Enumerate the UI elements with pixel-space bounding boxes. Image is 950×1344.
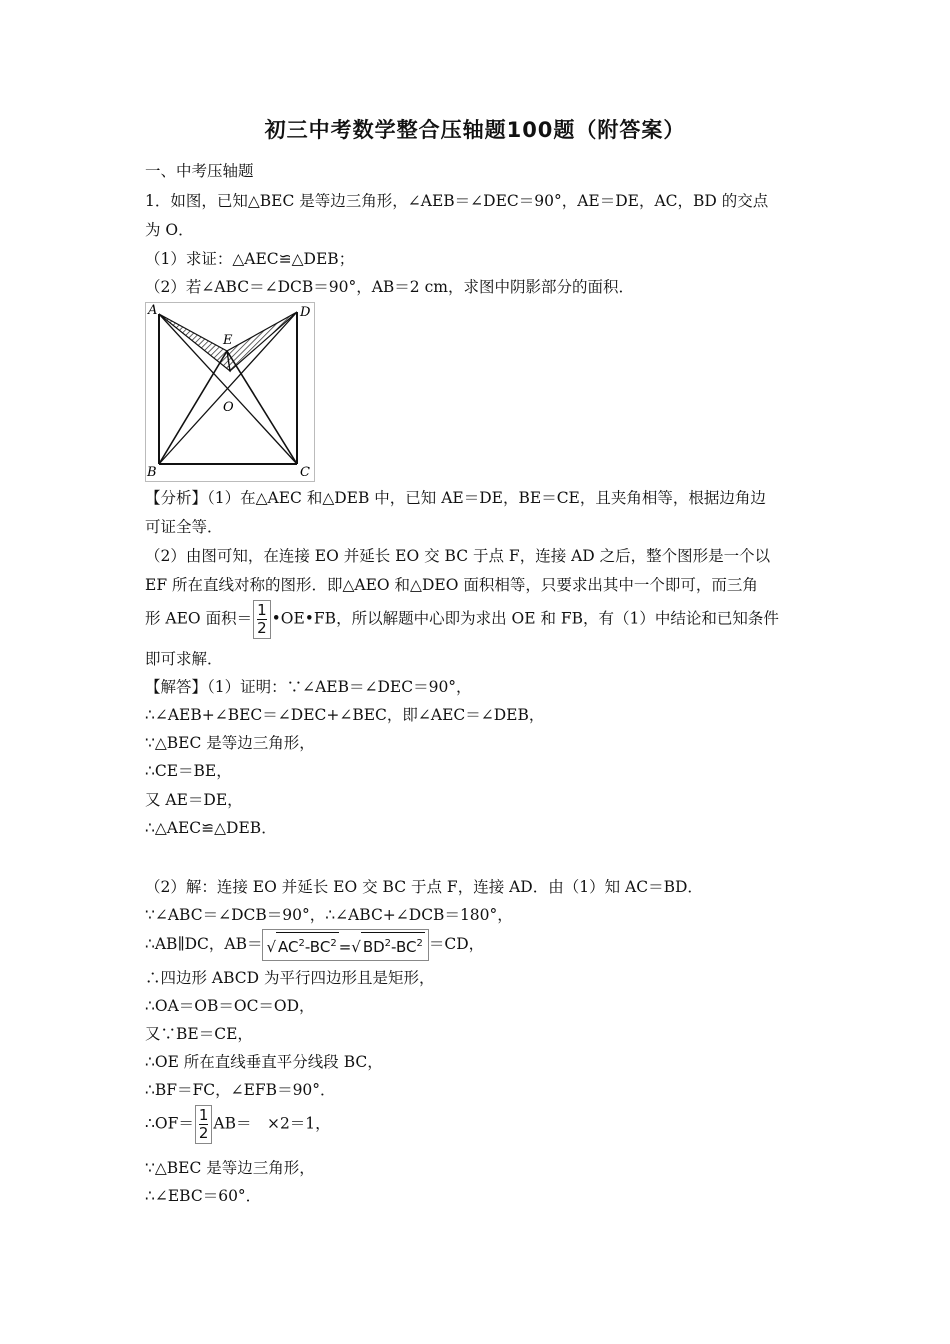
answer-b1: （2）解：连接 EO 并延长 EO 交 BC 于点 F，连接 AD．由（1）知 AC＝BD．: [145, 878, 703, 896]
answer-a6: ∴△AEC≌△DEB．: [145, 819, 277, 837]
answer-b3: [145, 929, 484, 961]
section-heading: 一、中考压轴题: [145, 162, 254, 180]
answer-b4: ∴四边形 ABCD 为平行四边形且是矩形，: [145, 969, 435, 987]
question-text-cont: 为 O．: [145, 221, 194, 239]
answer-a4: ∴CE＝BE，: [145, 762, 232, 780]
analysis-1b: 可证全等．: [145, 518, 223, 536]
radicand-2-a: BD: [362, 938, 385, 956]
answer-b9-post: AB＝ ×2＝1，: [213, 1114, 331, 1133]
answer-b3-pre: ∴AB∥DC，AB＝: [145, 935, 263, 953]
answer-b9-pre: ∴OF＝: [145, 1114, 194, 1133]
sqrt-expression: √ $AC^2-BC^2$ =√ $BD^2-BC^2$: [262, 929, 428, 961]
analysis-2c-pre: 形 AEO 面积＝: [145, 609, 253, 628]
answer-b11: ∴∠EBC＝60°．: [145, 1187, 262, 1205]
fraction-numerator-2: 1: [198, 1106, 209, 1124]
answer-b5: ∴OA＝OB＝OC＝OD，: [145, 997, 315, 1015]
analysis-1a: 【分析】（1）在△AEC 和△DEB 中，已知 AE＝DE，BE＝CE，且夹角相等，根据边角边: [145, 489, 766, 507]
answer-b3-post: ＝CD，: [428, 935, 485, 953]
segment-EB: [159, 351, 227, 464]
radicand-1-b: BC: [309, 938, 331, 956]
answer-b10: ∵△BEC 是等边三角形，: [145, 1159, 315, 1177]
geometry-figure: [145, 302, 315, 482]
label-C: C: [300, 465, 310, 480]
answer-a5: 又 AE＝DE，: [145, 791, 243, 809]
label-B: B: [147, 465, 157, 480]
radicand-2: $BD^2-BC^2$: [361, 932, 425, 958]
label-D: D: [300, 305, 311, 320]
analysis-2c: [145, 600, 779, 639]
segment-EC: [227, 351, 297, 464]
label-E: E: [223, 333, 233, 348]
answer-b9: [145, 1105, 331, 1144]
shaded-region-right: [227, 312, 297, 371]
radicand-2-b: BC: [395, 938, 417, 956]
fraction-denominator: 2: [257, 619, 267, 637]
radicand-1: $AC^2-BC^2$: [276, 932, 339, 958]
page-title: 初三中考数学整合压轴题100题（附答案）: [264, 118, 686, 142]
answer-b6: 又∵BE＝CE，: [145, 1025, 253, 1043]
question-part-2: （2）若∠ABC＝∠DCB＝90°，AB＝2 cm，求图中阴影部分的面积．: [145, 278, 634, 296]
label-A: A: [148, 303, 158, 318]
analysis-2b: EF 所在直线对称的图形．即△AEO 和△DEO 面积相等，只要求出其中一个即可，而三角: [145, 576, 758, 594]
fraction-half-2: [195, 1105, 213, 1144]
answer-b7: ∴OE 所在直线垂直平分线段 BC，: [145, 1053, 383, 1071]
fraction-half: [253, 600, 271, 639]
fraction-numerator: 1: [257, 601, 267, 619]
answer-b8: ∴BF＝FC，∠EFB＝90°．: [145, 1081, 336, 1099]
fraction-denominator-2: 2: [198, 1124, 209, 1142]
label-O: O: [223, 400, 234, 415]
answer-a2: ∴∠AEB+∠BEC＝∠DEC+∠BEC，即∠AEC＝∠DEB，: [145, 706, 545, 724]
analysis-2d: 即可求解．: [145, 650, 223, 668]
question-part-1: （1）求证：△AEC≌△DEB；: [145, 250, 355, 268]
answer-a3: ∵△BEC 是等边三角形，: [145, 734, 315, 752]
answer-a1: 【解答】（1）证明：∵∠AEB＝∠DEC＝90°，: [145, 678, 472, 696]
analysis-2a: （2）由图可知，在连接 EO 并延长 EO 交 BC 于点 F，连接 AD 之后，整个图形是一个以: [145, 547, 771, 565]
analysis-2c-post: •OE•FB，所以解题中心即为求出 OE 和 FB，有（1）中结论和已知条件: [271, 609, 779, 628]
answer-b2: ∵∠ABC＝∠DCB＝90°，∴∠ABC+∠DCB＝180°，: [145, 906, 513, 924]
question-text: 1．如图，已知△BEC 是等边三角形，∠AEB＝∠DEC＝90°，AE＝DE，AC，BD 的交点: [145, 192, 769, 210]
radicand-1-a: AC: [278, 938, 299, 956]
